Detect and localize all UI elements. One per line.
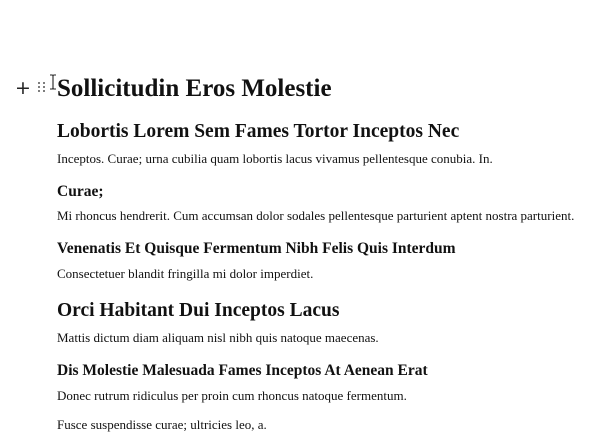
block-toolbar	[14, 76, 47, 100]
paragraph[interactable]: Mi rhoncus hendrerit. Cum accumsan dolor sodales pellentesque parturient aptent nostra parturient.	[57, 208, 575, 223]
drag-dot	[38, 86, 40, 88]
drag-handle-icon[interactable]	[38, 82, 47, 94]
text-cursor-icon	[49, 74, 57, 90]
paragraph[interactable]: Mattis dictum diam aliquam nisl nibh quis natoque maecenas.	[57, 330, 379, 345]
paragraph[interactable]: Donec rutrum ridiculus per proin cum rhoncus natoque fermentum.	[57, 388, 407, 403]
drag-dot	[38, 90, 40, 92]
paragraph[interactable]: Inceptos. Curae; urna cubilia quam lobortis lacus vivamus pellentesque conubia. In.	[57, 151, 493, 166]
heading-dis-molestie[interactable]: Dis Molestie Malesuada Fames Inceptos At Aenean Erat	[57, 362, 428, 379]
paragraph[interactable]: Fusce suspendisse curae; ultricies leo, a.	[57, 417, 267, 432]
document-title[interactable]: Sollicitudin Eros Molestie	[57, 75, 332, 102]
heading-curae[interactable]: Curae;	[57, 183, 104, 200]
heading-venenatis[interactable]: Venenatis Et Quisque Fermentum Nibh Felis Quis Interdum	[57, 240, 456, 257]
drag-dot	[43, 90, 45, 92]
heading-orci[interactable]: Orci Habitant Dui Inceptos Lacus	[57, 300, 340, 321]
drag-dot	[43, 86, 45, 88]
add-block-button[interactable]: +	[15, 77, 31, 99]
drag-dot	[43, 82, 45, 84]
drag-dot	[38, 82, 40, 84]
paragraph[interactable]: Consectetuer blandit fringilla mi dolor imperdiet.	[57, 266, 314, 281]
heading-lobortis[interactable]: Lobortis Lorem Sem Fames Tortor Inceptos Nec	[57, 121, 460, 142]
